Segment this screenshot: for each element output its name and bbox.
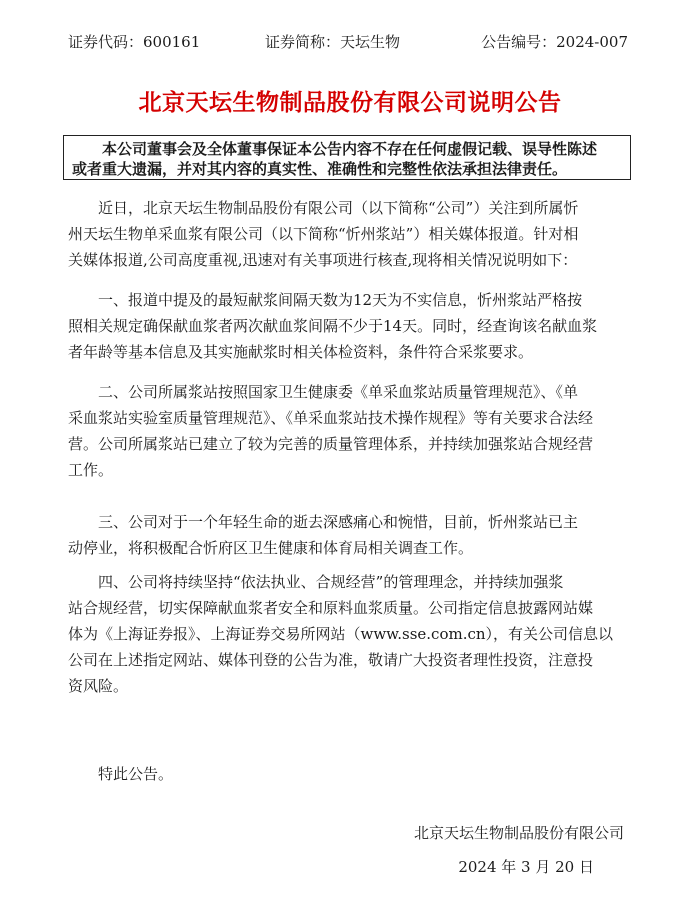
section-one-paragraph bbox=[68, 287, 638, 365]
paragraph-line: 动停业，将积极配合忻府区卫生健康和体育局相关调查工作。 bbox=[68, 539, 474, 557]
paragraph-line: 营。公司所属浆站已建立了较为完善的质量管理体系，并持续加强浆站合规经营 bbox=[68, 435, 594, 453]
paragraph-line: 站合规经营，切实保障献血浆者安全和原料血浆质量。公司指定信息披露网站媒 bbox=[68, 599, 594, 617]
paragraph-line: 照相关规定确保献血浆者两次献血浆间隔不少于14天。同时，经查询该名献血浆 bbox=[68, 317, 598, 335]
signature-date: 2024 年 3 月 20 日 bbox=[458, 858, 594, 876]
security-code: 证券代码：600161 bbox=[68, 33, 201, 51]
intro-paragraph bbox=[68, 195, 638, 273]
paragraph-line: 一、报道中提及的最短献浆间隔天数为12天为不实信息，忻州浆站严格按 bbox=[98, 291, 583, 309]
board-statement-box bbox=[63, 135, 631, 180]
page-title: 北京天坛生物制品股份有限公司说明公告 bbox=[138, 89, 562, 116]
announcement-number: 公告编号：2024-007 bbox=[481, 33, 628, 51]
section-two-paragraph bbox=[68, 379, 638, 483]
paragraph-line: 公司在上述指定网站、媒体刊登的公告为准，敬请广大投资者理性投资，注意投 bbox=[68, 651, 594, 669]
paragraph-line: 资风险。 bbox=[68, 677, 129, 695]
paragraph-line: 州天坛生物单采血浆有限公司（以下简称“忻州浆站”）相关媒体报道。针对相 bbox=[68, 225, 579, 243]
paragraph-line: 近日，北京天坛生物制品股份有限公司（以下简称“公司”）关注到所属忻 bbox=[98, 199, 579, 217]
section-four-paragraph bbox=[68, 569, 638, 699]
statement-line: 本公司董事会及全体董事保证本公告内容不存在任何虚假记载、误导性陈述 bbox=[102, 140, 598, 158]
section-three-paragraph bbox=[68, 509, 638, 561]
paragraph-line: 二、公司所属浆站按照国家卫生健康委《单采血浆站质量管理规范》、《单 bbox=[98, 383, 579, 401]
paragraph-line: 四、公司将持续坚持“依法执业、合规经营”的管理理念，并持续加强浆 bbox=[98, 573, 564, 591]
statement-line: 或者重大遗漏，并对其内容的真实性、准确性和完整性依法承担法律责任。 bbox=[72, 160, 568, 178]
signature-company: 北京天坛生物制品股份有限公司 bbox=[413, 824, 624, 842]
paragraph-line: 关媒体报道,公司高度重视,迅速对有关事项进行核查,现将相关情况说明如下： bbox=[68, 251, 578, 269]
closing-remark: 特此公告。 bbox=[98, 765, 174, 783]
announcement-header bbox=[68, 30, 628, 54]
paragraph-line: 工作。 bbox=[68, 461, 114, 479]
paragraph-line: 采血浆站实验室质量管理规范》、《单采血浆站技术操作规程》等有关要求合法经 bbox=[68, 409, 594, 427]
paragraph-line: 者年龄等基本信息及其实施献浆时相关体检资料，条件符合采浆要求。 bbox=[68, 343, 534, 361]
paragraph-line: 体为《上海证券报》、上海证券交易所网站（www.sse.com.cn），有关公司信息以 bbox=[68, 625, 614, 643]
security-abbreviation: 证券简称：天坛生物 bbox=[265, 33, 401, 51]
paragraph-line: 三、公司对于一个年轻生命的逝去深感痛心和惋惜，目前，忻州浆站已主 bbox=[98, 513, 579, 531]
